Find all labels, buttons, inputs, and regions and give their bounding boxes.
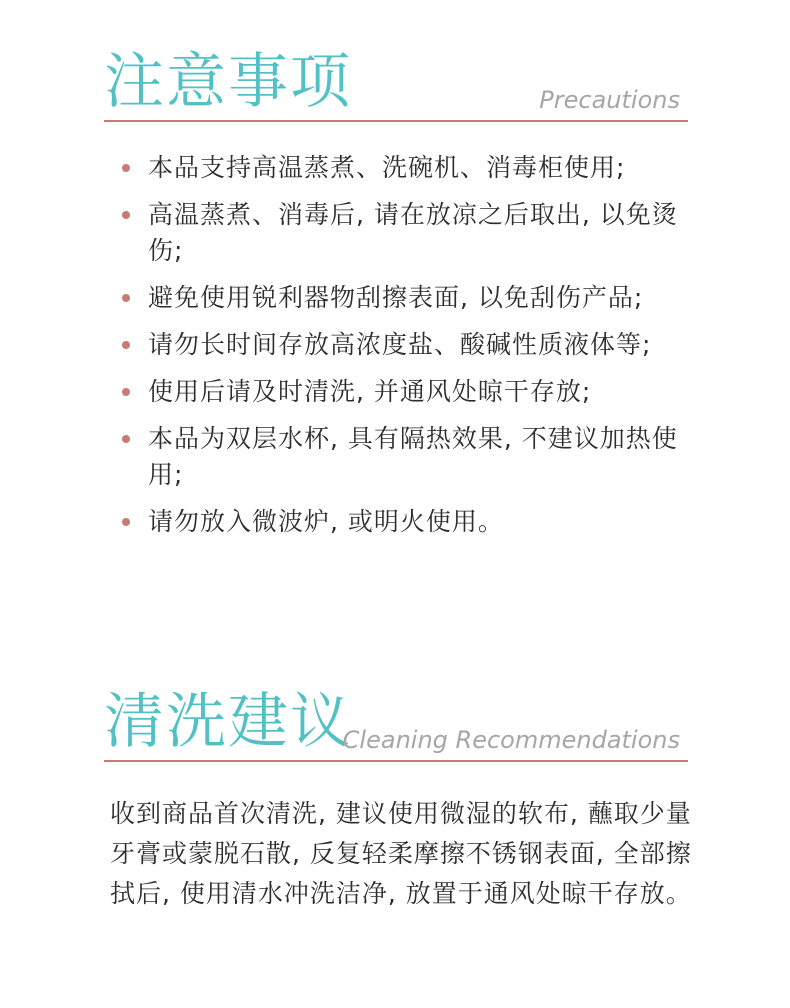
precautions-header: [104, 42, 688, 122]
precautions-divider: [104, 120, 688, 122]
list-item-text: 请勿长时间存放高浓度盐、酸碱性质液体等;: [148, 330, 652, 359]
precautions-subtitle: Precautions: [539, 86, 680, 114]
cleaning-paragraph: 收到商品首次清洗, 建议使用微湿的软布, 蘸取少量牙膏或蒙脱石散, 反复轻柔摩擦不锈钢表面, 全部擦拭后, 使用清水冲洗洁净, 放置于通风处晾干存放。: [110, 799, 692, 908]
list-item-text: 请勿放入微波炉, 或明火使用。: [148, 507, 504, 536]
list-item: [120, 327, 700, 363]
list-item-text: 使用后请及时清洗, 并通风处晾干存放;: [148, 377, 592, 406]
cleaning-subtitle: Cleaning Recommendations: [342, 726, 680, 754]
list-item: [120, 150, 700, 186]
bullet-dot-icon: [122, 164, 130, 172]
list-item: [120, 374, 700, 410]
cleaning-divider: [104, 760, 688, 762]
precautions-list: [120, 150, 700, 551]
list-item-text: 本品为双层水杯, 具有隔热效果, 不建议加热使用;: [148, 424, 678, 489]
cleaning-header: [104, 682, 688, 762]
list-item: [120, 280, 700, 316]
list-item: [120, 197, 700, 269]
bullet-dot-icon: [122, 211, 130, 219]
list-item-text: 高温蒸煮、消毒后, 请在放凉之后取出, 以免烫伤;: [148, 200, 678, 265]
list-item-text: 避免使用锐利器物刮擦表面, 以免刮伤产品;: [148, 283, 644, 312]
bullet-dot-icon: [122, 294, 130, 302]
bullet-dot-icon: [122, 518, 130, 526]
list-item: [120, 504, 700, 540]
bullet-dot-icon: [122, 435, 130, 443]
list-item-text: 本品支持高温蒸煮、洗碗机、消毒柜使用;: [148, 153, 626, 182]
list-item: [120, 421, 700, 493]
precautions-title: 注意事项: [104, 47, 352, 117]
cleaning-title: 清洗建议: [104, 687, 352, 757]
bullet-dot-icon: [122, 388, 130, 396]
bullet-dot-icon: [122, 341, 130, 349]
